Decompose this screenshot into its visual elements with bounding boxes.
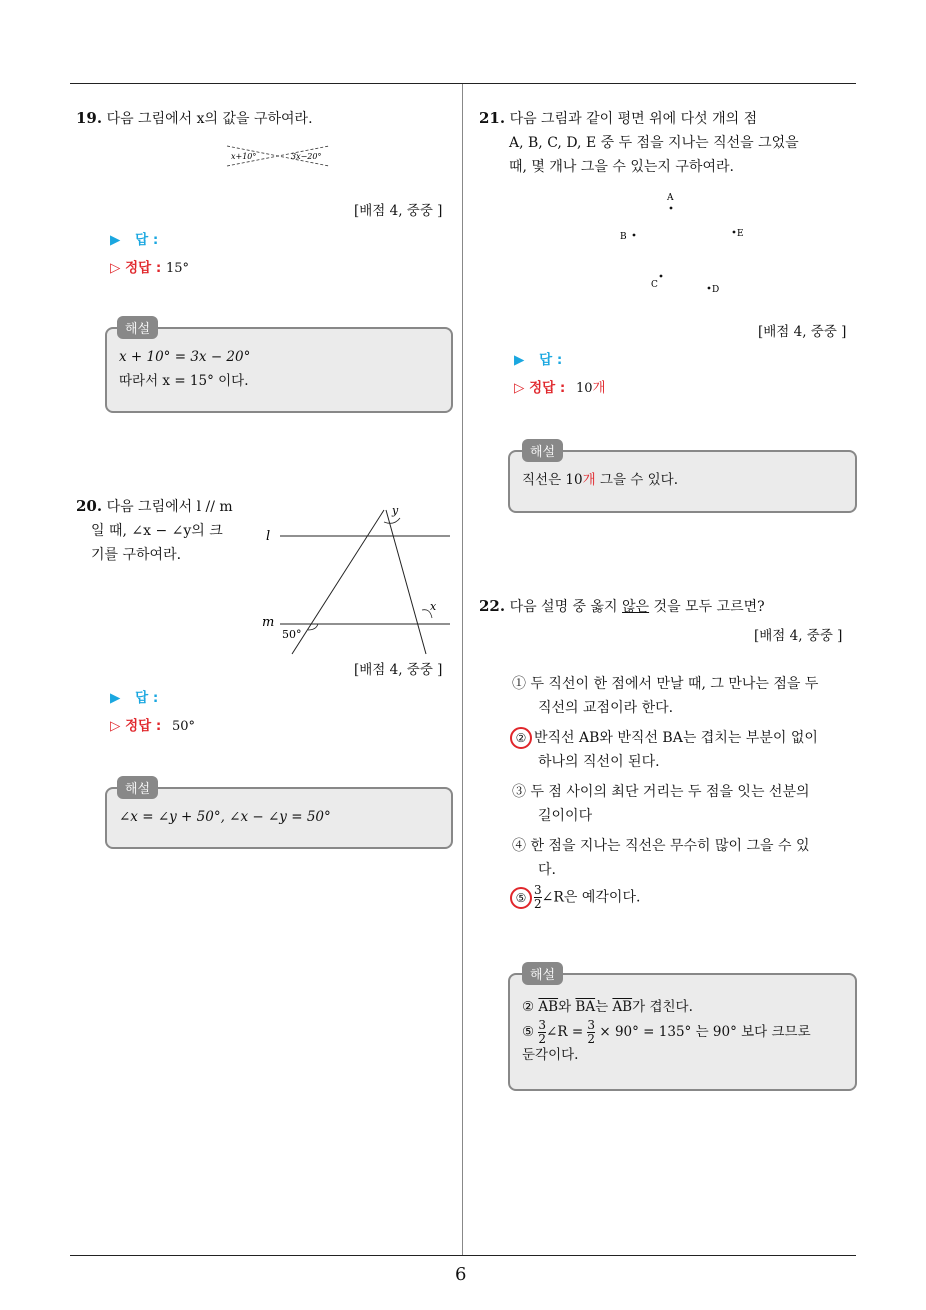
q22-text-post: 것을 모두 고르면? [649,599,765,615]
q21-text-line1: 다음 그림과 같이 평면 위에 다섯 개의 점 [509,111,758,127]
q19-fig-left-label: x+10° [231,152,257,161]
q22-option-5 [510,884,640,911]
q21-correct-unit: 개 [592,380,606,396]
q22-explain-ray-ab: $\overline{AB}$ [538,999,559,1015]
q22-explain-tag: 해설 [522,962,563,985]
q22-explain-frac1-num: 3 [538,1018,547,1032]
q22-option-2 [510,726,818,774]
q22-option-2-line2: 하나의 직선이 된다. [538,754,660,770]
column-divider [462,84,463,1256]
q22-explain-frac1 [538,1019,546,1046]
q21-number: 21. [479,109,506,127]
bottom-rule [70,1255,856,1256]
q22-explain-l2-pre: ⑤ [522,1024,539,1040]
q22-option-4-line2: 다. [538,862,556,878]
play-icon: ▶ [110,232,121,248]
q19-correct-value: 15° [165,261,190,276]
q20-question [76,494,233,567]
q19-figure [225,140,335,172]
q22-option-4-mark: ④ [512,838,526,854]
q22-explain-l2-a: ∠R = [546,1024,588,1040]
q22-option-3 [512,780,810,828]
q21-answer-label: 답 : [539,352,563,368]
q20-meta: [배점 4, 중중 ] [354,662,443,678]
q20-explain-line1: ∠x = ∠y + 50°, ∠x − ∠y = 50° [119,809,331,825]
q20-text-line2: 일 때, ∠x − ∠y의 크 [91,523,223,539]
top-rule [70,83,856,84]
q22-option-5-num: 3 [534,883,542,897]
q22-option-4 [512,834,810,882]
q22-explain-line2 [522,1019,843,1046]
q21-question [479,106,799,179]
q22-option-1-line1: 두 직선이 한 점에서 만날 때, 그 만나는 점을 두 [530,676,819,692]
q21-explain-pre: 직선은 10 [522,472,583,488]
q22-explain-seg-ab: $\overline{AB}$ [612,999,633,1015]
q22-explain-line1 [522,995,843,1019]
q22-text-pre: 다음 설명 중 옳지 [509,599,623,615]
q21-text-line3: 때, 몇 개나 그을 수 있는지 구하여라. [509,159,734,175]
q20-answer-label: 답 : [135,690,159,706]
q22-text-underline: 않은 [622,599,650,615]
q19-meta: [배점 4, 중중 ] [354,203,443,219]
q22-option-3-line1: 두 점 사이의 최단 거리는 두 점을 잇는 선분의 [530,784,810,800]
q22-explain-frac2-num: 3 [587,1018,596,1032]
page-number: 6 [455,1264,467,1285]
triangle-icon: ▷ [110,718,121,734]
q22-option-5-line1: ∠R은 예각이다. [541,889,641,906]
q20-fig-m: m [262,615,275,630]
play-icon: ▶ [514,352,525,368]
q21-correct-label: 정답 : [529,380,566,396]
q20-fig-angle: 50° [282,628,302,641]
q21-correct [514,376,606,396]
q20-text-line1: 다음 그림에서 l // m [106,499,233,515]
q22-meta: [배점 4, 중중 ] [754,628,843,644]
q22-option-5-fraction [534,884,542,911]
q21-meta: [배점 4, 중중 ] [758,324,847,340]
q22-option-2-line1: 반직선 AB와 반직선 BA는 겹치는 부분이 없이 [534,730,818,746]
q22-option-2-mark: ② [510,727,532,749]
q22-option-4-line1: 한 점을 지나는 직선은 무수히 많이 그을 수 있 [530,838,810,854]
q22-explain-l1-pre: ② [522,999,539,1015]
q22-option-1-line2: 직선의 교점이라 한다. [538,700,674,716]
q21-figure [610,188,744,298]
q22-option-1-mark: ① [512,676,526,692]
q22-option-1 [512,672,818,720]
q19-explain-tag: 해설 [117,316,158,339]
q22-explain-frac1-den: 2 [538,1032,547,1046]
q22-option-3-line2: 길이이다 [538,808,593,824]
q22-explain-frac2-den: 2 [587,1032,596,1046]
q21-explain-unit: 개 [582,472,596,488]
q20-fig-x: x [430,600,437,613]
q21-point-a: A [667,193,674,203]
q21-point-c: C [651,280,658,290]
q22-number: 22. [479,597,506,615]
q22-option-5-den: 2 [534,897,542,911]
q19-explain-box [105,327,453,413]
q22-explain-l1-post: 가 겹친다. [632,999,693,1015]
q22-option-3-mark: ③ [512,784,526,800]
q22-question [479,594,765,619]
q21-explain-post: 그을 수 있다. [595,472,679,488]
q21-point-e: E [737,229,744,239]
triangle-icon: ▷ [110,260,121,276]
q22-explain-ray-ba: $\overline{BA}$ [575,999,596,1015]
q20-figure [258,500,454,660]
q20-explain-tag: 해설 [117,776,158,799]
q21-correct-value: 10 [575,381,593,396]
q19-correct-label: 정답 : [125,260,162,276]
q20-answer [110,686,158,706]
q19-text: 다음 그림에서 x의 값을 구하여라. [106,111,313,127]
q19-explain-line1: x + 10° = 3x − 20° [119,349,251,365]
q22-option-5-mark: ⑤ [510,887,532,909]
q20-correct-value: 50° [171,719,196,734]
q22-explain-l2-b: × 90° = 135° 는 90° 보다 크므로 [595,1024,811,1040]
q19-correct [110,256,189,276]
q21-answer [514,348,562,368]
q19-answer [110,228,158,248]
q19-number: 19. [76,109,103,127]
q20-correct [110,714,195,734]
q22-explain-neun: 는 [595,999,613,1015]
q20-number: 20. [76,497,103,515]
q19-explain-line2: 따라서 x = 15° 이다. [119,373,249,389]
q20-fig-y: y [392,504,399,517]
q19-question [76,106,313,131]
q22-explain-frac2 [587,1019,595,1046]
q22-explain-box [508,973,857,1091]
q19-answer-label: 답 : [135,232,159,248]
q21-text-line2: A, B, C, D, E 중 두 점을 지나는 직선을 그었을 [509,135,799,151]
q21-point-b: B [620,232,627,242]
q20-correct-label: 정답 : [125,718,162,734]
q21-point-d: D [712,285,720,295]
play-icon: ▶ [110,690,121,706]
q22-explain-wa: 와 [558,999,576,1015]
q21-explain-tag: 해설 [522,439,563,462]
q22-explain-line3: 둔각이다. [522,1047,579,1063]
q20-text-line3: 기를 구하여라. [91,547,182,563]
q19-fig-right-label: 3x−20° [291,152,322,161]
triangle-icon: ▷ [514,380,525,396]
q20-explain-box [105,787,453,849]
q20-fig-l: l [266,529,271,544]
